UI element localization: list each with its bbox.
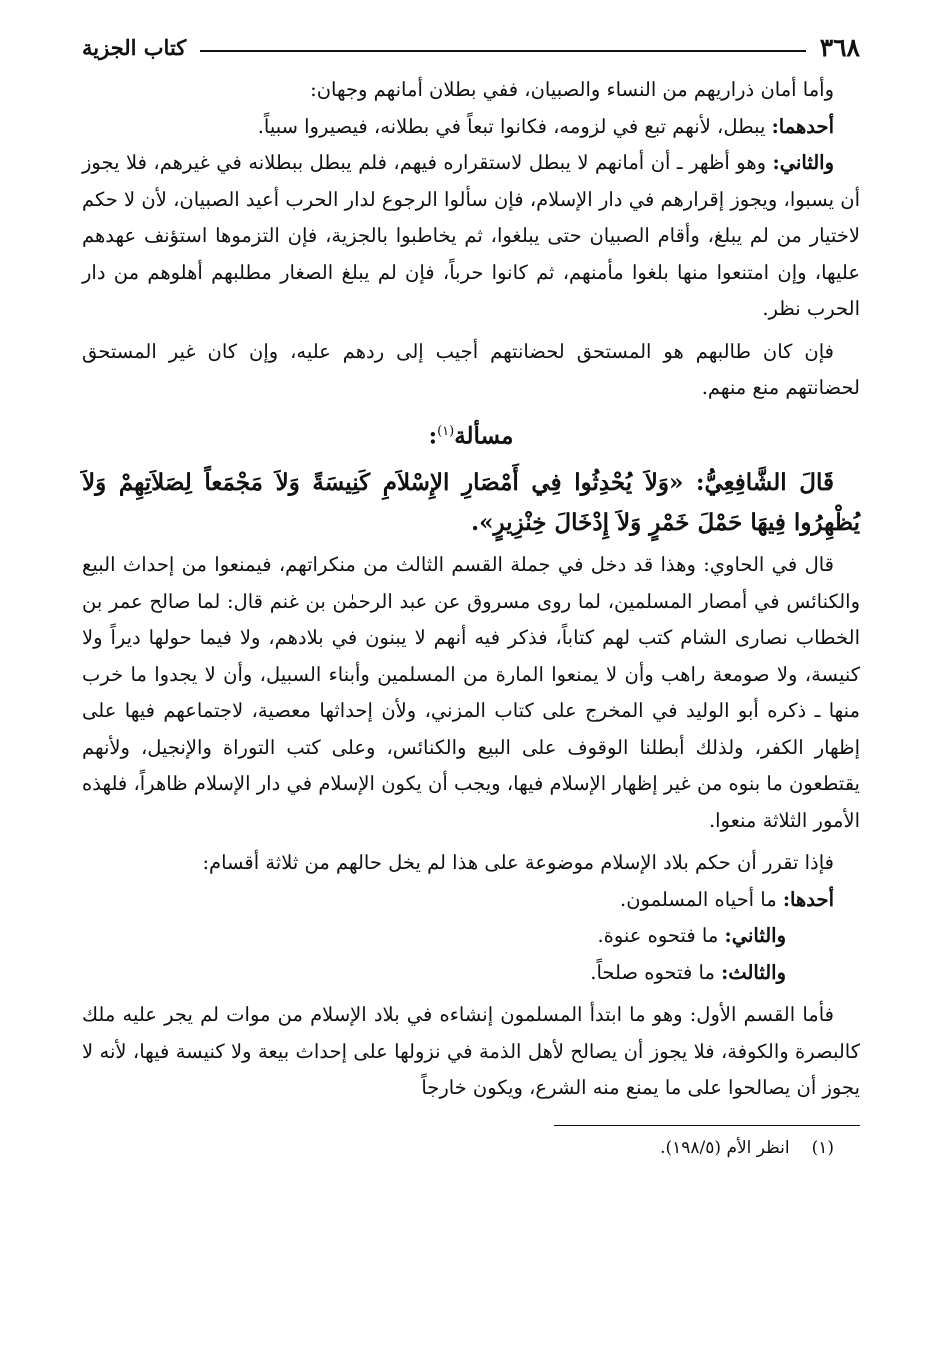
header-rule	[200, 50, 805, 52]
list-item-third-category	[82, 955, 860, 992]
section-heading-colon: :	[428, 422, 438, 450]
paragraph-three-categories: فإذا تقرر أن حكم بلاد الإسلام موضوعة على هذا لم يخل حالهم من ثلاثة أقسام:	[202, 851, 834, 875]
paragraph-second-view	[82, 145, 860, 328]
first-category-text: ما أحياه المسلمون.	[620, 887, 783, 911]
book-page	[82, 30, 860, 1162]
second-category-label: والثاني:	[724, 924, 786, 948]
footnote-divider	[554, 1125, 860, 1126]
footnote	[82, 1134, 860, 1162]
paragraph-first-category-detail: فأما القسم الأول: وهو ما ابتدأ المسلمون إنشاءه في بلاد الإسلام من موات لم يجر عليه ملك كالبصرة والكوفة، فلا يجوز أن يصالح لأهل الذمة في نزولها على إحداث بيعة ولا كنيسة فيها، لأنه لا يجوز أن يصالحوا على ما يمنع منه الشرع، ويكون خارجاً	[82, 1003, 860, 1100]
footnote-text: انظر الأم (١٩٨/٥).	[660, 1137, 790, 1158]
shafii-speaker: قَالَ الشَّافِعِيُّ:	[696, 469, 834, 497]
paragraph-hawi-commentary: قال في الحاوي: وهذا قد دخل في جملة القسم الثالث من منكراتهم، فيمنعوا من إحداث البيع والكنائس في أمصار المسلمين، لما روى مسروق عن عبد الرحمٰن بن غنم قال: لما صالح عمر بن الخطاب نصارى الشام كتب لهم كتاباً، فذكر فيه أنهم لا يبنون في بلادهم، ولا فيما حولها ديراً ولا كنيسة، ولا صومعة راهب وأن لا يمنعوا المارة من المسلمين وأبناء السبيل، وأن لا يجدوا ما خرب منها ـ ذكره أبو الوليد في المخرج على كتاب المزني، ولأن إحداثها معصية، لاجتماعهم فيها على إظهار الكفر، ولذلك أبطلنا الوقوف على البيع والكنائس، وعلى كتب التوراة والإنجيل، ولأنهم يقتطعون ما بنوه من غير إظهار الإسلام فيها، ويجب أن يكون الإسلام في دار الإسلام ظاهراً، فلهذه الأمور الثلاثة منعوا.	[82, 553, 860, 832]
first-view-text: يبطل، لأنهم تبع في لزومه، فكانوا تبعاً في بطلانه، فيصيروا سبياً.	[257, 114, 772, 138]
paragraph-custody: فإن كان طالبهم هو المستحق لحضانتهم أجيب إلى ردهم عليه، وإن كان غير المستحق لحضانتهم منع منهم.	[82, 339, 860, 399]
paragraph-first-view	[82, 109, 860, 146]
shafii-quote	[82, 463, 860, 543]
second-view-label: والثاني:	[772, 151, 834, 174]
running-title: كتاب الجزية	[82, 34, 187, 60]
second-category-text: ما فتحوه عنوة.	[597, 924, 725, 948]
section-heading	[82, 415, 860, 454]
first-category-label: أحدها:	[782, 887, 834, 911]
first-view-label: أحدهما:	[771, 114, 834, 138]
list-item-second-category	[82, 918, 860, 955]
page-header	[82, 30, 860, 64]
paragraph-safe-conduct-intro: وأما أمان ذراريهم من النساء والصبيان، ففي بطلان أمانهم وجهان:	[310, 78, 834, 101]
list-item-first-category	[82, 882, 860, 919]
third-category-text: ما فتحوه صلحاً.	[590, 960, 722, 984]
shafii-quote-text: «وَلاَ يُحْدِثُوا فِي أَمْصَارِ الإِسْلاَمِ كَنِيسَةً وَلاَ مَجْمَعاً لِصَلاَتِهِمْ وَلاَ يُظْهِرُوا فِيهَا حَمْلَ خَمْرٍ وَلاَ إِدْخَالَ خِنْزِيرٍ».	[82, 469, 860, 537]
page-number: ٣٦٨	[819, 32, 860, 62]
third-category-label: والثالث:	[721, 960, 786, 984]
second-view-text: وهو أظهر ـ أن أمانهم لا يبطل لاستقراره فيهم، فلم يبطل ببطلانه في غيرهم، فلا يجوز أن يسبوا، ويجوز إقرارهم في دار الإسلام، فإن سألوا الرجوع لدار الحرب أعيد الصبيان، لأن لا حكم لاختيار من لم يبلغ، وأقام الصبيان حتى يبلغوا، ثم يخاطبوا بالجزية، فإن التزموها استؤنف عهدهم عليها، وإن امتنعوا منها بلغوا مأمنهم، ثم كانوا حرباً، فإن لم يبلغ الصغار مطلبهم أهلوهم من دار الحرب نظر.	[82, 151, 860, 320]
section-heading-text: مسألة	[454, 422, 514, 450]
footnote-number: (١)	[811, 1137, 834, 1158]
footnote-marker: (١)	[437, 423, 455, 439]
